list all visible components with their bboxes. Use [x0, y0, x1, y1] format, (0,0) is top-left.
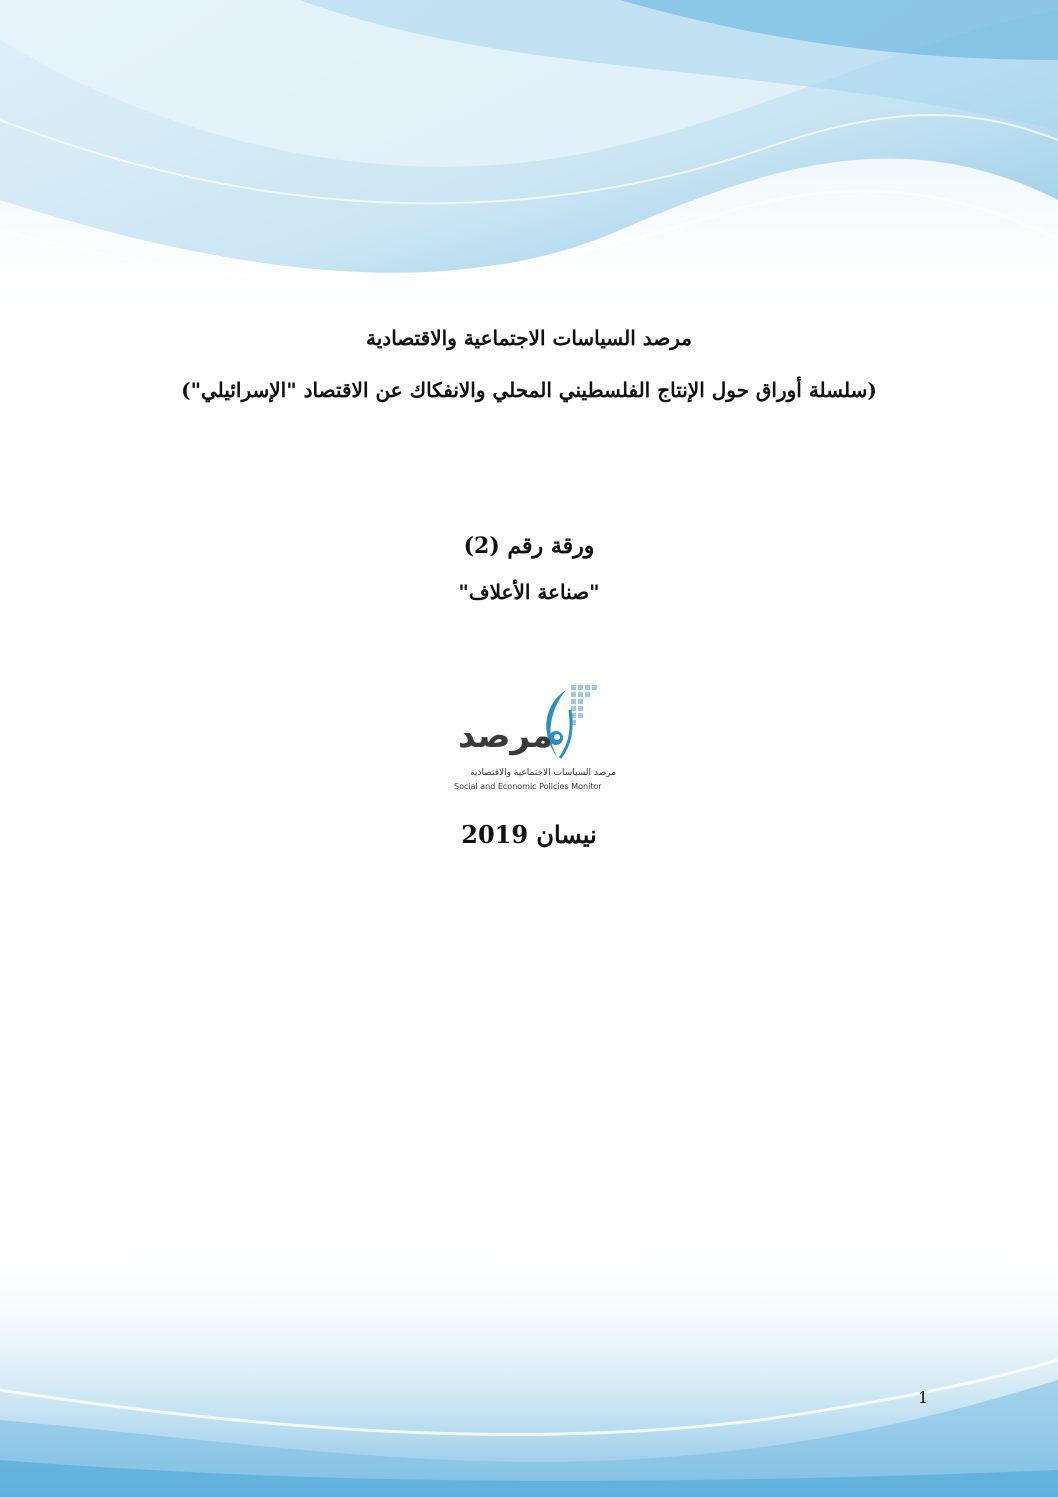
logo-subtitle-ar: مرصد السياسات الاجتماعية والاقتصادية [470, 768, 616, 778]
paper-number: ورقة رقم (2) [463, 533, 595, 559]
logo-subtitle-en: Social and Economic Policies Monitor [454, 782, 602, 791]
publication-date: نيسان 2019 [461, 820, 597, 849]
page-number: 1 [918, 1388, 929, 1407]
paper-title: "صناعة الأعلاف" [458, 580, 600, 604]
header-title: مرصد السياسات الاجتماعية والاقتصادية [366, 326, 692, 350]
series-title: (سلسلة أوراق حول الإنتاج الفلسطيني المحلي والانفكاك عن الاقتصاد "الإسرائيلي") [181, 378, 877, 402]
logo-name: مرصد [458, 716, 553, 756]
